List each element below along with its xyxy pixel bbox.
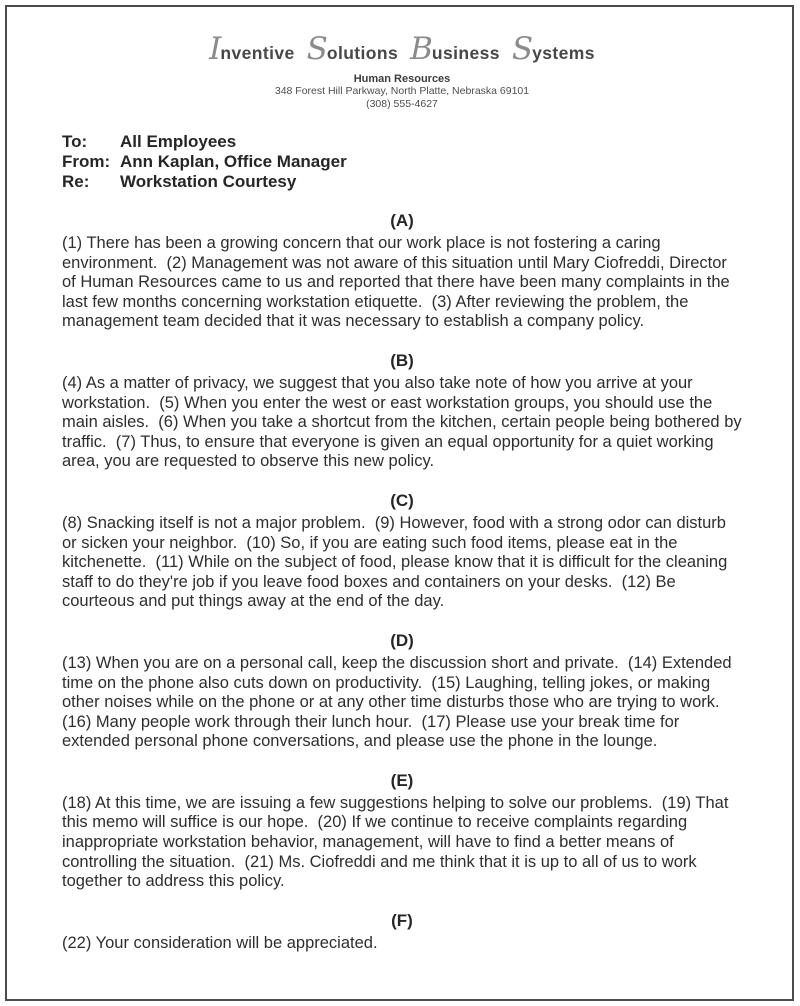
section-f-text: (22) Your consideration will be appreciated. xyxy=(62,933,378,952)
company-word-rest: ystems xyxy=(532,43,595,63)
company-word-initial: I xyxy=(209,31,221,67)
memo-from-value: Ann Kaplan, Office Manager xyxy=(120,152,347,171)
section-b-text: (4) As a matter of privacy, we suggest that you also take note of how you arrive at your workstation. (5) When you enter the west or east workstation groups, you should use the main aisles. (6) When you take a shortcut from the kitchen, certain people being bothered by traffic. (7) Thus, to ensure that everyone is given an equal opportunity for a quiet working area, you are requested to observe this new policy. xyxy=(62,373,747,471)
memo-from-label: From: xyxy=(62,152,111,171)
section-e xyxy=(62,771,742,892)
letterhead-address: 348 Forest Hill Parkway, North Platte, Nebraska 69101 xyxy=(274,85,530,97)
memo-to-row xyxy=(62,132,742,152)
letterhead-department: Human Resources xyxy=(353,73,451,85)
memo-re-label: Re: xyxy=(62,172,90,191)
memo-from-row xyxy=(62,152,742,172)
company-word xyxy=(410,31,500,70)
memo-header xyxy=(62,132,742,192)
section-d-heading: (D) xyxy=(390,630,414,650)
memo-re-row xyxy=(62,172,742,192)
company-word-initial: B xyxy=(410,31,432,67)
section-c xyxy=(62,491,742,612)
letterhead xyxy=(62,31,742,111)
section-a-heading: (A) xyxy=(390,211,414,230)
section-d-text: (13) When you are on a personal call, keep the discussion short and private. (14) Extended time on the phone also cuts down on productivity. (15) Laughing, telling jokes, or making other noises while on the phone or at any other time disturbs those who are trying to work. (16) Many people work through their lunch hour. (17) Please use your break time for extended personal phone conversations, and please use the phone in the lounge. xyxy=(62,653,737,751)
section-b-heading: (B) xyxy=(390,350,414,370)
company-word xyxy=(209,31,295,70)
company-word-initial: S xyxy=(306,31,327,67)
section-f xyxy=(62,911,742,954)
section-e-heading: (E) xyxy=(390,770,414,790)
company-word-rest: usiness xyxy=(431,43,500,63)
memo-content xyxy=(62,0,747,953)
memo-to-label: To: xyxy=(62,132,88,151)
section-c-heading: (C) xyxy=(390,490,414,510)
section-d xyxy=(62,631,742,752)
section-b xyxy=(62,350,747,472)
company-word xyxy=(511,31,595,70)
company-word-rest: olutions xyxy=(326,43,399,63)
memo-re-value: Workstation Courtesy xyxy=(120,172,297,191)
section-c-text: (8) Snacking itself is not a major problem. (9) However, food with a strong odor can disturb or sicken your neighbor. (10) So, if you are eating such food items, please eat in the kitchenette. (11) While on the subject of food, please know that it is difficult for the cleaning staff to do they're job if you leave food boxes and containers on your desks. (12) Be courteous and put things away at the end of the day. xyxy=(62,513,732,611)
company-name xyxy=(62,31,742,70)
letterhead-phone: (308) 555-4627 xyxy=(366,98,438,110)
section-a xyxy=(62,211,742,332)
section-e-text: (18) At this time, we are issuing a few suggestions helping to solve our problems. (19) That this memo will suffice is our hope. (20) If we continue to receive complaints regarding inappropriate workstation behavior, management, will have to find a better means of controlling the situation. (21) Ms. Ciofreddi and me think that it is up to all of us to work together to address this policy. xyxy=(62,793,734,891)
section-a-text: (1) There has been a growing concern that our work place is not fostering a caring environment. (2) Management was not aware of this situation until Mary Ciofreddi, Director of Human Resources came to us and reported that there have been many complaints in the last few months concerning workstation etiquette. (3) After reviewing the problem, the management team decided that it was necessary to establish a company policy. xyxy=(62,234,735,331)
company-word-initial: S xyxy=(511,31,533,67)
company-word-rest: nventive xyxy=(220,43,295,63)
section-f-heading: (F) xyxy=(391,910,413,930)
memo-to-value: All Employees xyxy=(120,132,237,151)
company-word xyxy=(306,31,399,70)
